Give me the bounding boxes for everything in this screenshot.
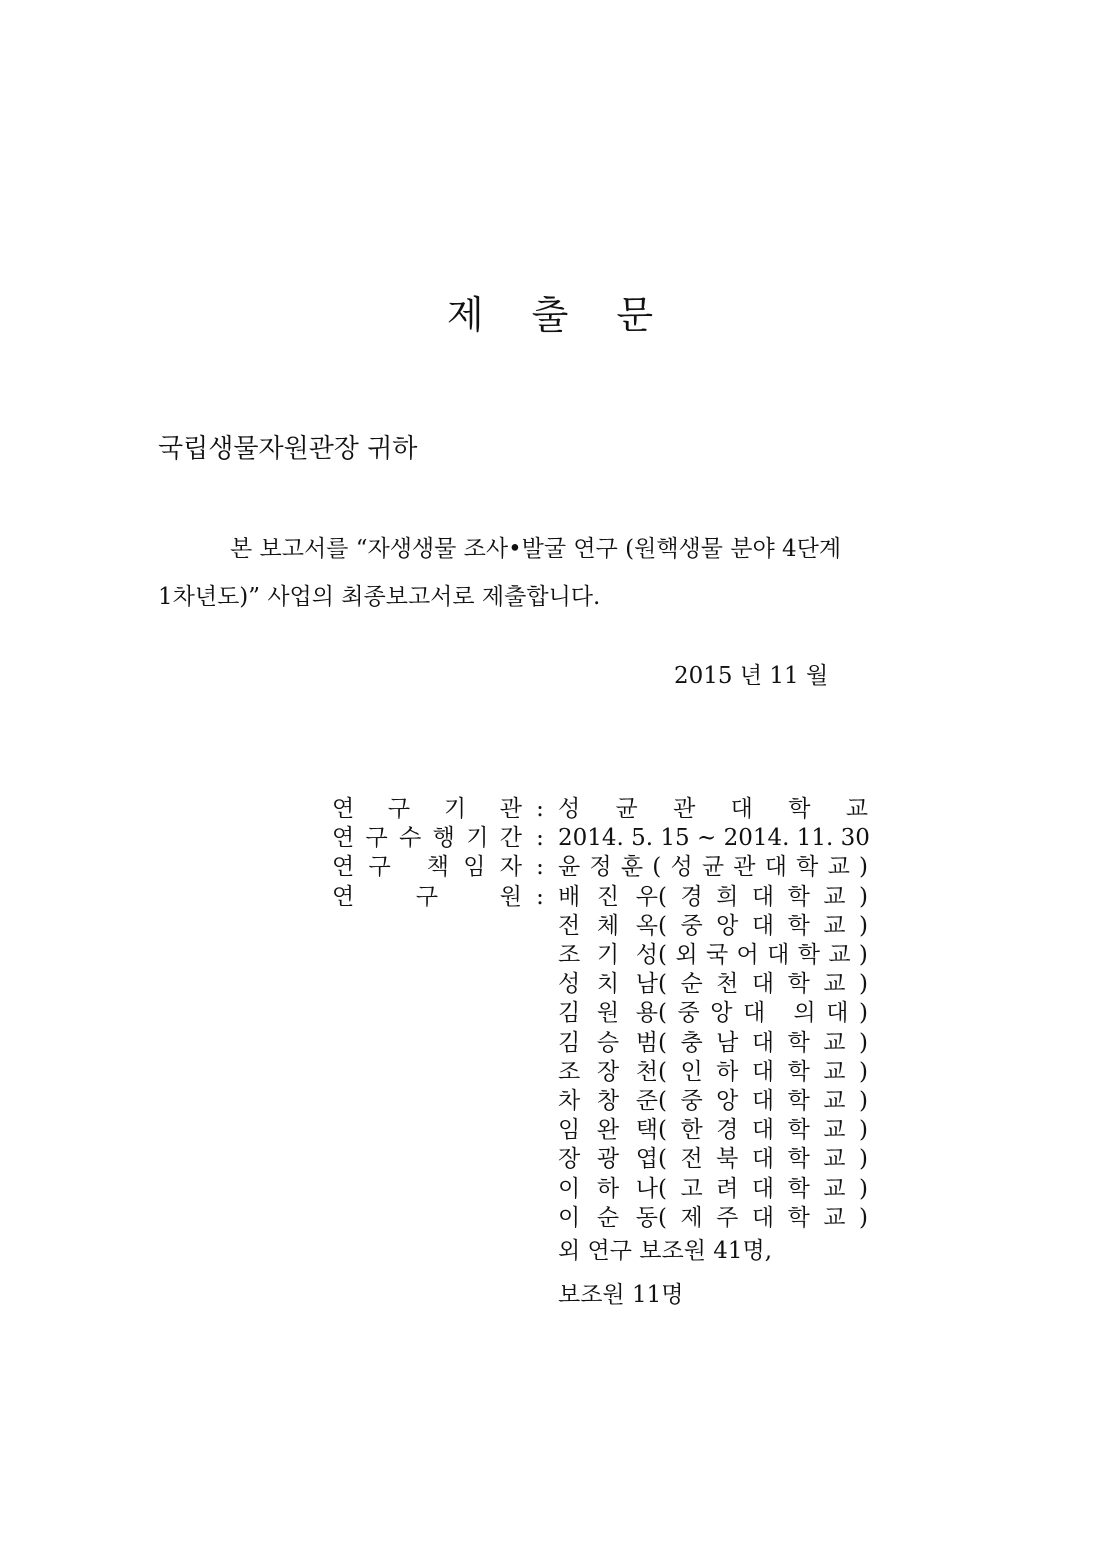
colon: : — [536, 854, 544, 881]
researcher-row — [332, 1204, 868, 1233]
researcher-affiliation: ( 중 앙 대 학 교 ) — [658, 912, 868, 939]
researcher-name: 이 하 나 — [558, 1175, 658, 1202]
researcher-affiliation: ( 경 희 대 학 교 ) — [658, 883, 868, 910]
pi-label: 연 구 책 임 자 — [332, 854, 522, 881]
institution-label: 연 구 기 관 — [332, 796, 522, 822]
colon: : — [536, 883, 544, 910]
researcher-affiliation: ( 한 경 대 학 교 ) — [658, 1117, 868, 1144]
period-value: 2014. 5. 15 ~ 2014. 11. 30 — [558, 825, 870, 852]
researcher-list — [332, 912, 868, 1233]
colon: : — [536, 825, 544, 852]
researcher-row — [332, 1175, 868, 1204]
researcher-name: 전 체 옥 — [558, 912, 658, 939]
researcher-name: 김 원 용 — [558, 1000, 658, 1027]
researcher-affiliation: ( 충 남 대 학 교 ) — [658, 1029, 868, 1056]
pi-value: 윤 정 훈 ( 성 균 관 대 학 교 ) — [558, 854, 868, 881]
researcher-affiliation: ( 고 려 대 학 교 ) — [658, 1175, 868, 1202]
researcher-affiliation: ( 인 하 대 학 교 ) — [658, 1058, 868, 1085]
researcher-affiliation: ( 외 국 어 대 학 교 ) — [658, 942, 868, 969]
researcher-row — [332, 1087, 868, 1116]
institution-value: 성 균 관 대 학 교 — [558, 796, 868, 822]
researcher-name: 장 광 엽 — [558, 1146, 658, 1173]
researcher-affiliation: ( 전 북 대 학 교 ) — [658, 1146, 868, 1173]
researcher-row — [332, 999, 868, 1028]
assistants-line-1: 외 연구 보조원 41명, — [558, 1238, 773, 1264]
submission-date: 2015 년 11 월 — [674, 663, 829, 689]
assistants-line-2: 보조원 11명 — [558, 1282, 684, 1308]
pi-row — [332, 853, 868, 882]
statement-line-2: 1차년도)” 사업의 최종보고서로 제출합니다. — [158, 584, 601, 610]
researcher-row — [332, 941, 868, 970]
researcher-row — [332, 1029, 868, 1058]
researcher-row — [332, 912, 868, 941]
page-title: 제 출 문 — [446, 293, 672, 337]
period-label: 연 구 수 행 기 간 — [332, 825, 522, 852]
researcher-affiliation: ( 제 주 대 학 교 ) — [658, 1204, 868, 1231]
researcher-name: 차 창 준 — [558, 1088, 658, 1115]
colon: : — [536, 796, 544, 822]
period-row — [332, 824, 868, 853]
researcher-row — [332, 970, 868, 999]
researchers-row — [332, 883, 868, 912]
statement-line-1: 본 보고서를 “자생생물 조사•발굴 연구 (원핵생물 분야 4단계 — [230, 536, 842, 562]
researcher-name: 조 장 천 — [558, 1058, 658, 1085]
submission-statement — [158, 525, 958, 621]
institution-row — [332, 795, 868, 824]
researcher-row — [332, 1145, 868, 1174]
researcher-affiliation: ( 중 앙 대 학 교 ) — [658, 1088, 868, 1115]
researcher-affiliation: ( 중 앙 대 의 대 ) — [658, 1000, 868, 1027]
researcher-row — [332, 1116, 868, 1145]
researchers-label: 연 구 원 — [332, 883, 522, 910]
research-info-block — [332, 795, 868, 1233]
researcher-name: 김 승 범 — [558, 1029, 658, 1056]
researcher-name: 조 기 성 — [558, 942, 658, 969]
recipient-line: 국립생물자원관장 귀하 — [158, 434, 418, 464]
researcher-affiliation: ( 순 천 대 학 교 ) — [658, 971, 868, 998]
researcher-name: 성 치 남 — [558, 971, 658, 998]
researcher-name: 임 완 택 — [558, 1117, 658, 1144]
researcher-name: 이 순 동 — [558, 1204, 658, 1231]
researcher-name: 배 진 우 — [558, 883, 658, 910]
researcher-row — [332, 1058, 868, 1087]
